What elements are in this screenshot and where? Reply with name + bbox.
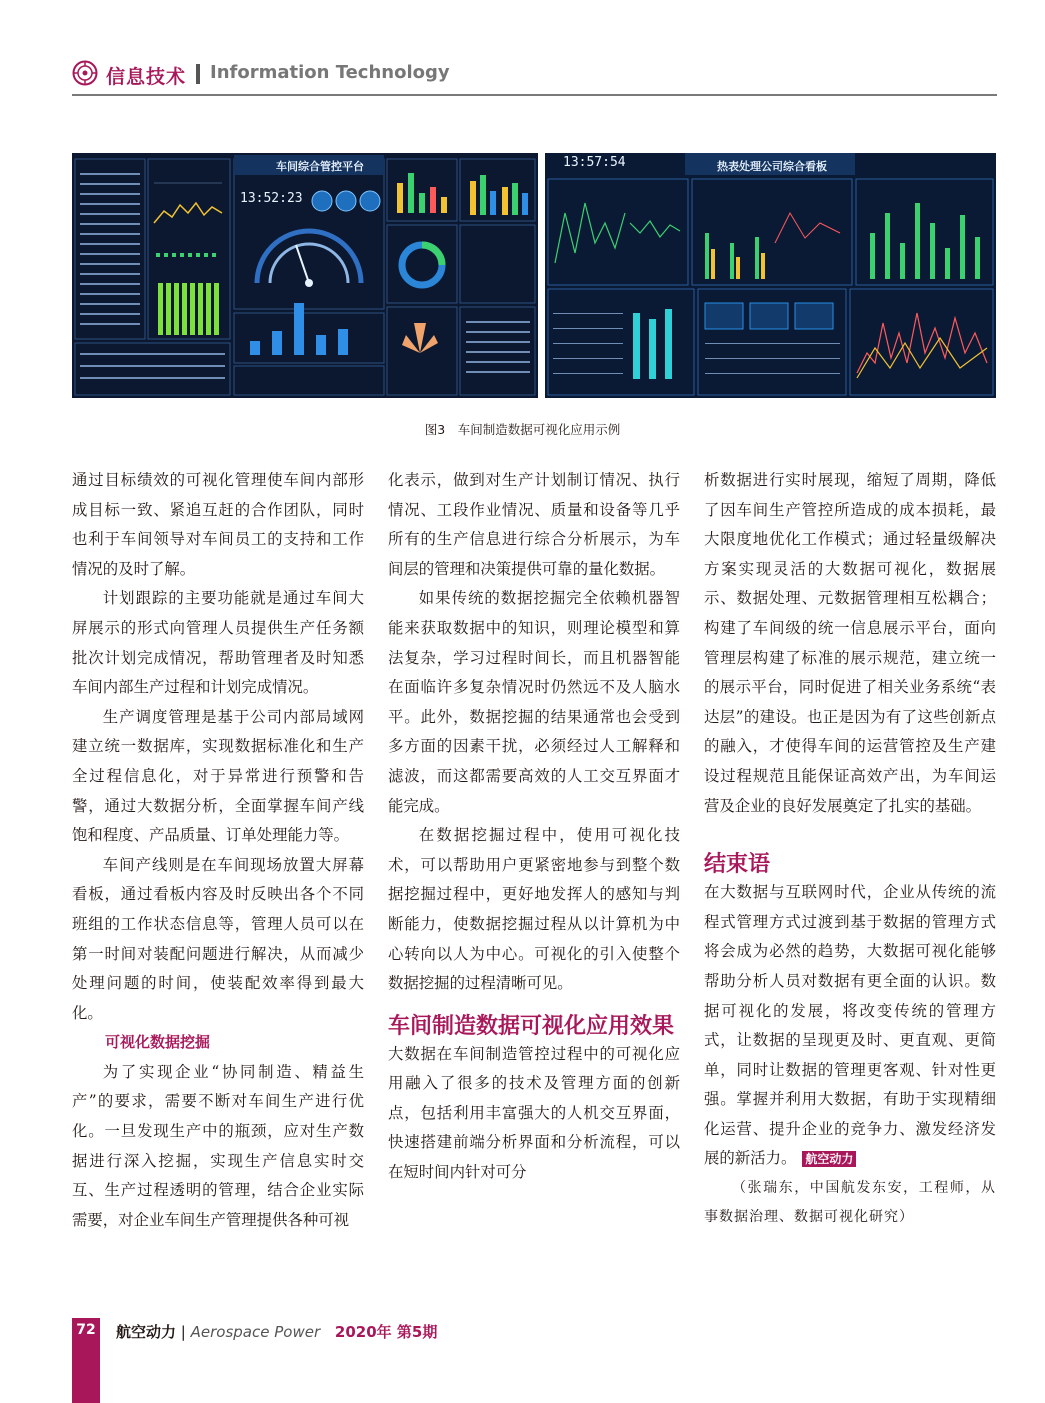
paragraph: 计划跟踪的主要功能就是通过车间大屏展示的形式向管理人员提供生产任务额批次计划完成情况，帮助管理者及时知悉车间内部生产过程和计划完成情况。 xyxy=(72,589,364,697)
journal-name-en: Aerospace Power xyxy=(190,1323,321,1341)
paragraph: 化表示，做到对生产计划制订情况、执行情况、工段作业情况、质量和设备等几乎所有的生产信息进行综合分析展示，为车间层的管理和决策提供可靠的量化数据。 xyxy=(388,471,680,578)
dashboard-left-title: 车间综合管控平台 xyxy=(276,160,364,173)
paragraph: 为了实现企业“协同制造、精益生产”的要求，需要不断对车间生产进行优化。一旦发现生产中的瓶颈，应对生产数据进行深入挖掘，实现生产信息实时交互、生产过程透明的管理，结合企业实际需要，对企业车间生产管理提供各种可视 xyxy=(72,1062,364,1229)
header-rule xyxy=(72,94,997,96)
page-number: 72 xyxy=(76,1322,96,1338)
figure-caption: 图3 车间制造数据可视化应用示例 xyxy=(424,422,621,437)
paragraph: 生产调度管理是基于公司内部局域网建立统一数据库，实现数据标准化和生产全过程信息化，对于异常进行预警和告警，通过大数据分析，全面掌握车间产线饱和程度、产品质量、订单处理能力等。 xyxy=(72,707,364,845)
paragraph: 如果传统的数据挖掘完全依赖机器智能来获取数据中的知识，则理论模型和算法复杂，学习过程时间长，而且机器智能在面临许多复杂情况时仍然远不及人脑水平。此外，数据挖掘的结果通常也会受到多方面的因素干扰，必须经过人工解释和滤波，而这都需要高效的人工交互界面才能完成。 xyxy=(388,589,680,815)
journal-name-cn: 航空动力 xyxy=(116,1323,177,1341)
dashboard-screenshot-left xyxy=(72,153,538,398)
dashboard-screenshot-right xyxy=(545,153,996,398)
end-mark-badge: 航空动力 xyxy=(802,1151,856,1167)
section-title-en: Information Technology xyxy=(210,62,450,83)
section-heading: 车间制造数据可视化应用效果 xyxy=(388,1013,675,1039)
journal-issue: 2020年 第5期 xyxy=(334,1323,438,1341)
footer-journal xyxy=(116,1321,437,1342)
paragraph: 析数据进行实时展现，缩短了周期，降低了因车间生产管控所造成的成本损耗，最大限度地优化工作模式；通过轻量级解决方案实现灵活的大数据可视化，数据展示、数据处理、元数据管理相互松耦合；构建了车间级的统一信息展示平台，面向管理层构建了标准的展示规范，建立统一的展示平台，同时促进了相关业务系统“表达层”的建设。也正是因为有了这些创新点的融入，才使得车间的运营管控及生产建设过程规范且能保证高效产出，为车间运营及企业的良好发展奠定了扎实的基础。 xyxy=(704,471,996,815)
dashboard-right-clock: 13:57:54 xyxy=(563,155,626,170)
author-note: （张瑞东，中国航发东安，工程师，从事数据治理、数据可视化研究） xyxy=(704,1180,996,1226)
paragraph: 在数据挖掘过程中，使用可视化技术，可以帮助用户更紧密地参与到整个数据挖掘过程中，更好地发挥人的感知与判断能力，使数据挖掘过程从以计算机为中心转向以人为中心。可视化的引入使整个数据挖掘的过程清晰可见。 xyxy=(388,826,680,993)
paragraph: 大数据在车间制造管控过程中的可视化应用融入了很多的技术及管理方面的创新点，包括利用丰富强大的人机交互界面，快速搭建前端分析界面和分析流程，可以在短时间内针对可分 xyxy=(388,1044,680,1182)
dashboard-right-title: 热表处理公司综合看板 xyxy=(717,160,827,173)
column-2 xyxy=(388,466,680,1188)
footer-divider: | xyxy=(180,1323,191,1341)
dashboard-left-graphic xyxy=(72,153,538,398)
paragraph: 车间产线则是在车间现场放置大屏幕看板，通过看板内容及时反映出各个不同班组的工作状态信息等，管理人员可以在第一时间对装配问题进行解决，从而减少处理问题的时间，使装配效率得到最大化。 xyxy=(72,855,364,1022)
section-heading: 结束语 xyxy=(704,852,771,878)
paragraph: 通过目标绩效的可视化管理使车间内部形成目标一致、紧追互赶的合作团队，同时也利于车间领导对车间员工的支持和工作情况的及时了解。 xyxy=(72,471,364,578)
subsection-heading: 可视化数据挖掘 xyxy=(105,1033,211,1052)
dashboard-left-clock: 13:52:23 xyxy=(240,191,303,206)
journal-logo-icon xyxy=(72,60,98,86)
dashboard-right-graphic xyxy=(545,153,996,398)
running-header xyxy=(72,58,997,90)
section-title-cn: 信息技术 xyxy=(106,66,187,88)
column-1 xyxy=(72,466,364,1235)
header-divider xyxy=(196,64,200,84)
paragraph xyxy=(704,878,996,1174)
paragraph-text: 在大数据与互联网时代，企业从传统的流程式管理方式过渡到基于数据的管理方式将会成为必然的趋势，大数据可视化能够帮助分析人员对数据有更全面的认识。数据可视化的发展，将改变传统的管理方式，让数据的呈现更及时、更直观、更简单，同时让数据的管理更客观、针对性更强。掌握并利用大数据，有助于实现精细化运营、提升企业的竞争力、激发经济发展的新活力。 xyxy=(704,883,996,1168)
column-3 xyxy=(704,466,996,1232)
